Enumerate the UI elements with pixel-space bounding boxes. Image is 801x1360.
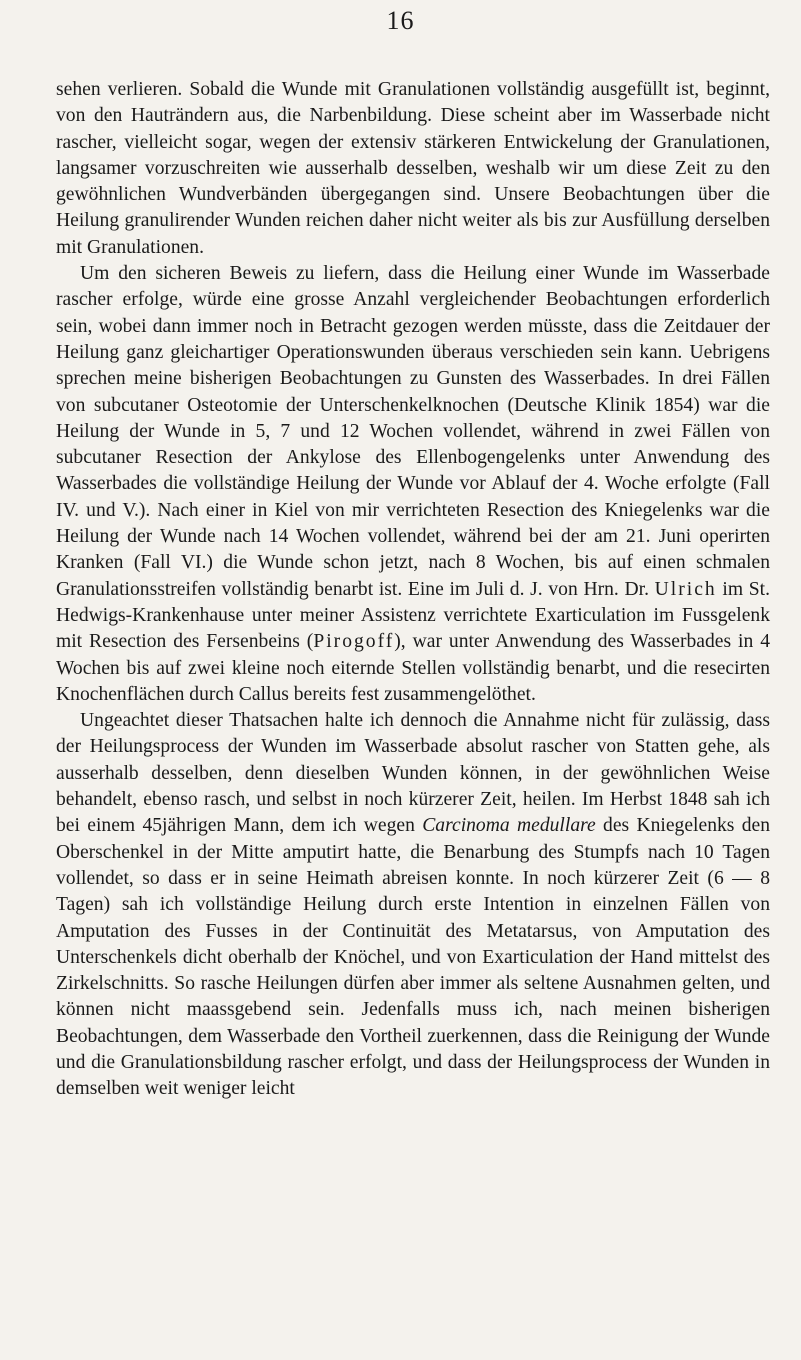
person-name-pirogoff: Pirogoff [313,631,395,653]
paragraph-text: ), war unter Anwendung des Wasserbades in 4 Wochen bis auf zwei kleine noch eiternde Stellen vollständig benarbt, und die resecirten Knochenflächen durch Callus bereits fest zusammengelöthet. [56,631,770,705]
paragraph-3 [56,708,770,1102]
paragraph-text: sehen verlieren. Sobald die Wunde mit Granulationen vollständig ausgefüllt ist, beginnt, von den Hauträndern aus, die Narbenbildung. Diese scheint aber im Wasserbade nicht rascher, vielleicht sogar, wegen der extensiv stärkeren Entwickelung der Granulationen, langsamer vorzuschreiten wie ausserhalb desselben, weshalb wir um diese Zeit zu den gewöhnlichen Wundverbänden übergegangen sind. Unsere Beobachtungen über die Heilung granulirender Wunden reichen daher nicht weiter als bis zur Ausfüllung derselben mit Granulationen. [56,79,770,258]
body-text [56,77,770,1103]
paragraph-1 [56,77,770,261]
paragraph-2 [56,261,770,708]
paragraph-text: Ungeachtet dieser Thatsachen halte ich dennoch die Annahme nicht für zulässig, dass der Heilungsprocess der Wunden im Wasserbade absolut rascher von Statten gehe, als ausserhalb desselben, denn dieselben Wunden können, in der gewöhnlichen Weise behandelt, ebenso rasch, und selbst in noch kürzerer Zeit, heilen. Im Herbst 1848 sah ich bei einem 45jährigen Mann, dem ich wegen [56,710,770,837]
diagnosis-term: Carcinoma medullare [422,815,596,837]
paragraph-text: Um den sicheren Beweis zu liefern, dass die Heilung einer Wunde im Wasserbade rascher erfolge, würde eine grosse Anzahl vergleichender Beobachtungen erforderlich sein, wobei dann immer noch in Betracht gezogen werden müsste, dass die Zeitdauer der Heilung ganz gleichartiger Operationswunden überaus verschieden sein kann. Uebrigens sprechen meine bisherigen Beobachtungen zu Gunsten des Wasserbades. In drei Fällen von subcutaner Osteotomie der Unterschenkelknochen (Deutsche Klinik 1854) war die Heilung der Wunde in 5, 7 und 12 Wochen vollendet, während in zwei Fällen von subcutaner Resection der Ankylose des Ellenbogengelenks unter Anwendung des Wasserbades die vollständige Heilung der Wunde vor Ablauf der 4. Woche erfolgte (Fall IV. und V.). Nach einer in Kiel von mir verrichteten Resection des Kniegelenks war die Heilung der Wunde nach 14 Wochen vollendet, während bei der am 21. Juni operirten Kranken (Fall VI.) die Wunde schon jetzt, nach 8 Wochen, bis auf einen schmalen Granulationsstreifen vollständig benarbt ist. Eine im Juli d. J. von Hrn. Dr. [56,263,770,600]
person-name-ulrich: Ulrich [654,578,717,600]
page-number: 16 [386,6,415,35]
paragraph-text: des Kniegelenks den Oberschenkel in der Mitte amputirt hatte, die Benarbung des Stumpfs nach 10 Tagen vollendet, so dass er in seine Heimath abreisen konnte. In noch kürzerer Zeit (6 — 8 Tagen) sah ich vollständige Heilung durch erste Intention in einzelnen Fällen von Amputation des Fusses in der Continuität des Metatarsus, von Amputation des Unterschenkels dicht oberhalb der Knöchel, und von Exarticulation der Hand mittelst des Zirkelschnitts. So rasche Heilungen dürfen aber immer als seltene Ausnahmen gelten, und können nicht maassgebend sein. Jedenfalls muss ich, nach meinen bisherigen Beobachtungen, dem Wasserbade den Vortheil zuerkennen, dass die Reinigung der Wunde und die Granulationsbildung rascher erfolgt, und dass der Heilungsprocess der Wunden in demselben weit weniger leicht [56,815,771,1100]
paragraph-text: im St. Hedwigs-Krankenhause unter meiner Assistenz verrichtete Exarticulation im Fussgelenk mit Resection des Fersenbeins ( [56,578,770,653]
